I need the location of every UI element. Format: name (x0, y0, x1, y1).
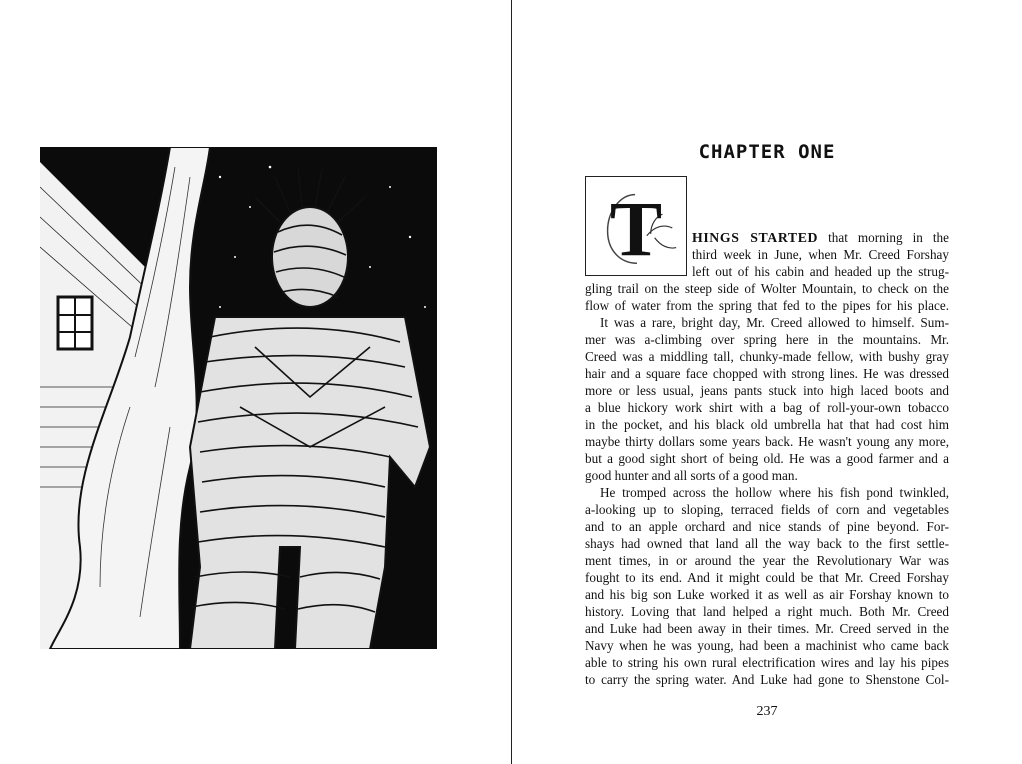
text-line: HINGS STARTED that morning in the (692, 230, 949, 245)
text-line: fought to its end. And it might could be that Mr. Creed Forshay (585, 570, 949, 585)
text-line: but a good sight short of being old. He was a good farmer and a (585, 451, 949, 466)
opening-words: HINGS STARTED (692, 230, 819, 245)
text-line: Navy when he was young, had been a machinist who came back (585, 638, 949, 653)
text-line: history. Loving that land helped a right much. Both Mr. Creed (585, 604, 949, 619)
text-line: and to an apple orchard and nice stands of pine beyond. For- (585, 519, 949, 534)
text-line: in the pocket, and his black old umbrella hat that had cost him (585, 417, 949, 432)
svg-text:T: T (609, 185, 663, 273)
text-line: good hunter and all sorts of a good man. (585, 468, 798, 483)
text-line: flow of water from the spring that fed to the pipes for his place. (585, 298, 949, 313)
text-line: a blue hickory work shirt with a bag of roll-your-own tobacco (585, 400, 949, 415)
drop-cap-letter (586, 177, 686, 275)
text-line: shays had owned that land all the way back to the first settle- (585, 536, 949, 551)
text-line: more or less usual, jeans pants stuck into high laced boots and (585, 383, 949, 398)
text-line: gling trail on the steep side of Wolter Mountain, to check on the (585, 281, 949, 296)
text-line: maybe thirty dollars some years back. He wasn't young any more, (585, 434, 949, 449)
text-line: left out of his cabin and headed up the strug- (692, 264, 949, 279)
text-line: He tromped across the hollow where his fish pond twinkled, (600, 485, 949, 500)
text-line: able to string his own rural electrification wires and lay his pipes (585, 655, 949, 670)
text-line: and Luke had been away in their times. Mr. Creed served in the (585, 621, 949, 636)
chapter-title: CHAPTER ONE (698, 141, 836, 163)
text-line: ment times, in or around the year the Revolutionary War was (585, 553, 949, 568)
text-line: third week in June, when Mr. Creed Forshay (692, 247, 949, 262)
page-gutter (511, 0, 512, 764)
text-line: hair and a square face chopped with strong lines. He was dressed (585, 366, 949, 381)
text-line: a-looking up to sloping, terraced fields of corn and vegetables (585, 502, 949, 517)
text-line: It was a rare, bright day, Mr. Creed allowed to himself. Sum- (600, 315, 949, 330)
text-line: and his big son Luke worked it as well as air Forshay known to (585, 587, 949, 602)
text-line: mer was a-climbing over spring here in the mountains. Mr. (585, 332, 949, 347)
text-line: Creed was a middling tall, chunky-made fellow, with bushy gray (585, 349, 949, 364)
chapter-illustration (40, 147, 437, 649)
page-number: 237 (756, 704, 778, 719)
wicker-man-illustration (40, 147, 437, 649)
text-line: to carry the spring water. And Luke had gone to Shenstone Col- (585, 672, 949, 687)
drop-cap (585, 176, 687, 276)
